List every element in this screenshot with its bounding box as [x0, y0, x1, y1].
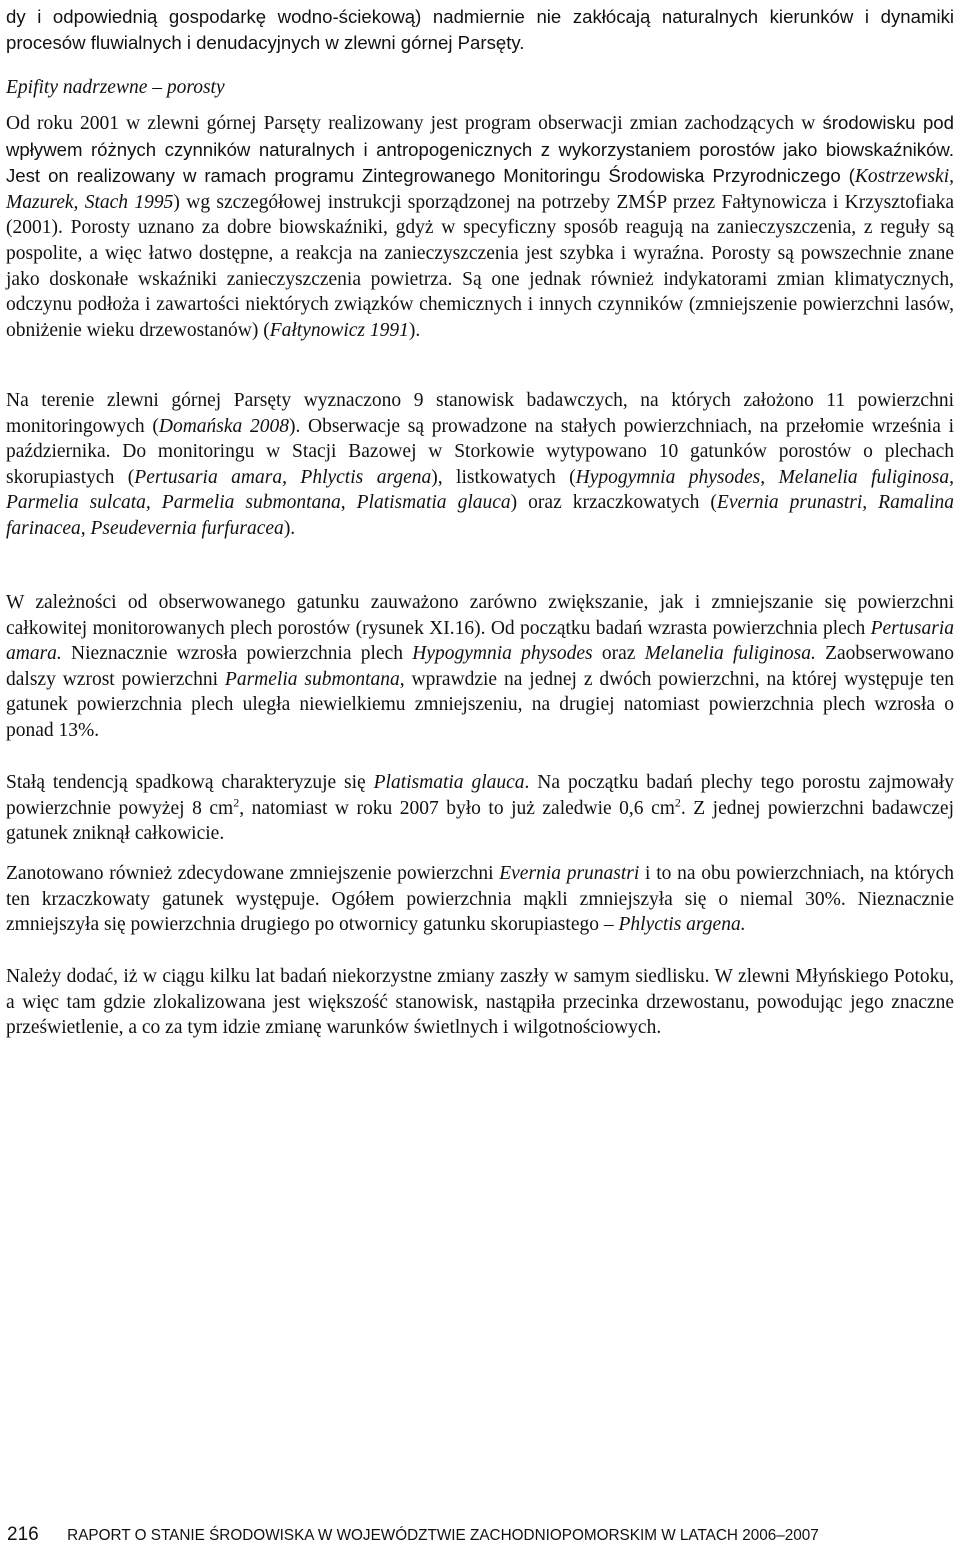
- p5-text-a: Zanotowano również zdecydowane zmniejszenie powierzchni: [6, 863, 500, 884]
- p3-text-b: Nieznacznie wzrosła powierzchnia plech: [61, 643, 413, 665]
- p4-text-c: , natomiast w roku 2007 było to już zaledwie 0,6 cm: [239, 797, 675, 819]
- p4-text-d: . Z jednej powierzchni badawczej gatunek zniknął całkowicie.: [6, 797, 954, 845]
- section-heading: Epifity nadrzewne – porosty: [6, 77, 225, 98]
- p4-species-1: Platismatia glauca: [373, 772, 525, 793]
- p3-species-2: Hypogymnia physodes: [412, 643, 593, 665]
- intro-paragraph: dy i odpowiednią gospodarkę wodno-ściekową) nadmiernie nie zakłócają naturalnych kierunków i dynamiki procesów fluwialnych i denudacyjnych w zlewni górnej Parsęty.: [6, 6, 954, 53]
- p2-species-4: Evernia prunastri, Ramalina farinacea, Pseudevernia furfuracea: [6, 492, 954, 539]
- p3-text-e: , wprawdzie na jednej z dwóch powierzchni, na której występuje ten gatunek powierzchnia plech uległa niewielkiemu zmniejszeniu, na drugiej natomiast powierzchnia plech wzrosła o ponad 13%.: [6, 668, 954, 741]
- p2-species-3: Platismatia glauca: [356, 492, 511, 514]
- p3-species-4: Parmelia submontana: [224, 668, 400, 690]
- paragraph-3: [6, 590, 954, 744]
- p1-text-a: Od roku 2001 w zlewni górnej Parsęty realizowany jest program obserwacji zmian zachodzących w: [6, 113, 823, 134]
- p5-species-1: Evernia prunastri: [499, 863, 640, 884]
- p2-text-e: ) oraz krzaczkowatych (: [510, 492, 717, 514]
- p4-text-b: . Na początku badań plechy tego porostu zajmowały powierzchnie powyżej 8 cm: [6, 772, 955, 819]
- paragraph-6: Należy dodać, iż w ciągu kilku lat badań niekorzystne zmiany zaszły w samym siedlisku. W zlewni Młyńskiego Potoku, a więc tam gdzie zlokalizowana jest większość stanowisk, nastąpiła przecinka drzewostanu, powodując jego znaczne prześwietlenie, a co za tym idzie zmianę warunków świetlnych i wilgotnościowych.: [6, 966, 954, 1039]
- p4-superscript-2: 2: [674, 795, 681, 810]
- p1-citation-2: Fałtynowicz 1991: [269, 319, 409, 341]
- p2-text-b: ). Obserwacje są prowadzone na stałych powierzchniach, na przełomie września i października. Do monitoringu w Stacji Bazowej w Storkowie wytypowano 10 gatunków porostów o plechach skorupiastych (: [6, 415, 954, 488]
- p1-text-d: Porosty uznano za dobre biowskaźniki, gdyż w specyficzny sposób reagują na zanieczyszczenia, z reguły są pospolite, a więc łatwo dostępne, a reakcja na zanieczyszczenia jest szybka i wyraźna.: [6, 217, 954, 264]
- p1-text-f: Są one jednak również indykatorami zmian klimatycznych, odczynu podłoża i zawartości niektórych związków chemicznych i innych czynników (zmniejszenie powierzchni lasów, obniżenie wieku drzewostanów) (: [6, 268, 954, 341]
- p5-species-2: Phlyctis argena.: [618, 914, 746, 936]
- p2-text-c: ), listkowatych (: [431, 466, 576, 488]
- p1-citation-1: Kostrzewski, Mazurek, Stach 1995: [6, 166, 954, 213]
- p1-text-c: ) wg szczegółowej instrukcji sporządzonej na potrzeby ZMŚP przez Fałtynowicza i Krzysztofiaka (2001).: [6, 191, 954, 239]
- p2-species-2: Hypogymnia physodes, Melanelia fuliginosa, Parmelia sulcata, Parmelia submontana: [6, 466, 955, 514]
- p1-text-e: Porosty są powszechnie znane jako doskonałe wskaźniki zanieczyszczenia powietrza.: [6, 242, 954, 290]
- p3-species-3: Melanelia fuliginosa.: [644, 643, 816, 665]
- p2-text-f: ).: [283, 517, 296, 539]
- p4-text-a: Stałą tendencją spadkową charakteryzuje się: [6, 772, 374, 793]
- paragraph-1: [6, 110, 954, 343]
- paragraph-2: [6, 388, 954, 542]
- p3-text-d: Zaobserwowano dalszy wzrost powierzchni: [6, 643, 954, 690]
- p2-species-1: Pertusaria amara, Phlyctis argena: [134, 466, 432, 488]
- report-title: RAPORT O STANIE ŚRODOWISKA W WOJEWÓDZTWIE ZACHODNIOPOMORSKIM W LATACH 2006–2007: [67, 1527, 819, 1544]
- p5-text-b: i to na obu powierzchniach, na których ten krzaczkowaty gatunek występuje. Ogółem powierzchnia mąkli zmniejszyła się o niemal 30%. Nieznacznie zmniejszyła się powierzchnia drugiego po otwornicy gatunku skorupiastego –: [6, 863, 954, 936]
- paragraph-4: [6, 770, 954, 847]
- p1-text-g: ).: [408, 319, 421, 341]
- p2-citation: Domańska 2008: [158, 415, 289, 437]
- p2-text-a: Na terenie zlewni górnej Parsęty wyznaczono 9 stanowisk badawczych, na których założono 11 powierzchni monitoringowych (: [6, 390, 954, 437]
- p3-text-c: oraz: [592, 643, 645, 665]
- p3-text-a: W zależności od obserwowanego gatunku zauważono zarówno zwiększanie, jak i zmniejszanie się powierzchni całkowitej monitorowanych plech porostów (rysunek XI.16). Od początku badań wzrasta powierzchnia plech: [6, 592, 954, 639]
- paragraph-5: [6, 861, 954, 938]
- page-number: 216: [7, 1524, 39, 1545]
- p3-species-1: Pertusaria amara.: [6, 617, 954, 665]
- p1-text-b: środowisku pod wpływem różnych czynników naturalnych i antropogenicznych z wykorzystaniem porostów jako biowskaźników. Jest on realizowany w ramach programu Zintegrowanego Monitoringu Środowiska Przyrodniczego (: [6, 112, 954, 187]
- p4-superscript-1: 2: [233, 795, 240, 810]
- p2-text-d: ,: [340, 492, 357, 514]
- page-footer: [7, 1524, 955, 1546]
